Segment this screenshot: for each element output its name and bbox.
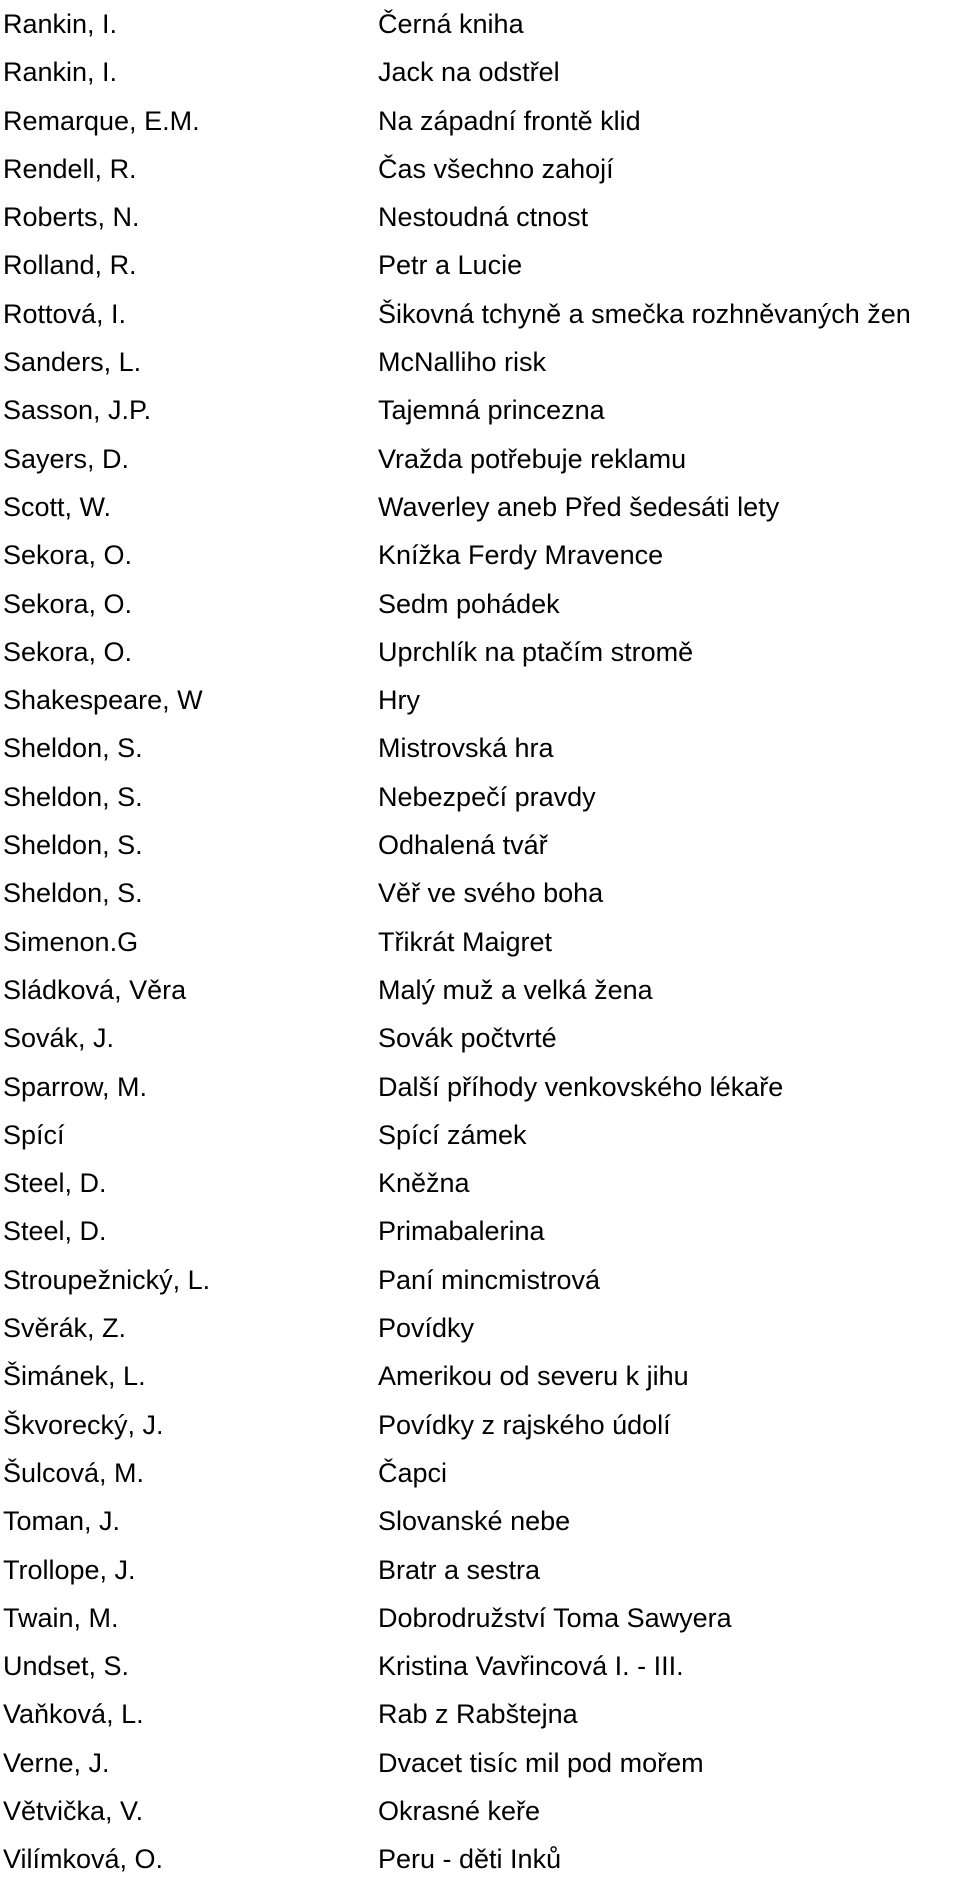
list-item	[0, 1451, 960, 1499]
book-title: Dobrodružství Toma Sawyera	[378, 1602, 732, 1633]
author-name: Škvorecký, J.	[3, 1409, 164, 1440]
book-title: Povídky	[378, 1313, 475, 1344]
book-title: Waverley aneb Před šedesáti lety	[378, 491, 780, 522]
author-name: Undset, S.	[3, 1651, 130, 1682]
author-name: Steel, D.	[3, 1168, 107, 1199]
author-name: Rankin, I.	[3, 9, 118, 39]
book-title: Petr a Lucie	[378, 250, 523, 281]
book-title: Malý muž a velká žena	[378, 974, 653, 1005]
list-item	[0, 630, 960, 678]
author-name: Sovák, J.	[3, 1023, 115, 1054]
list-item	[0, 99, 960, 147]
book-title: Čas všechno zahojí	[378, 153, 614, 184]
book-title: Mistrovská hra	[378, 733, 554, 764]
book-title: Dvacet tisíc mil pod mořem	[378, 1747, 704, 1778]
author-name: Sládková, Věra	[3, 974, 187, 1005]
book-title: Hry	[378, 685, 420, 716]
author-name: Sparrow, M.	[3, 1071, 148, 1102]
list-item	[0, 1548, 960, 1596]
book-title: Nestoudná ctnost	[378, 202, 589, 233]
list-item	[0, 678, 960, 726]
book-title: Další příhody venkovského lékaře	[378, 1071, 784, 1102]
list-item	[0, 1837, 960, 1885]
list-item	[0, 1789, 960, 1837]
author-name: Sheldon, S.	[3, 830, 143, 861]
book-title: McNalliho risk	[378, 347, 547, 378]
author-name: Scott, W.	[3, 491, 112, 522]
list-item	[0, 1209, 960, 1257]
list-item	[0, 968, 960, 1016]
author-name: Rolland, R.	[3, 250, 137, 281]
author-name: Spící	[3, 1119, 65, 1150]
list-item	[0, 50, 960, 98]
book-title: Spící zámek	[378, 1119, 527, 1150]
list-item	[0, 1065, 960, 1113]
list-item	[0, 1692, 960, 1740]
list-item	[0, 1016, 960, 1064]
list-item	[0, 340, 960, 388]
author-name: Verne, J.	[3, 1747, 110, 1778]
book-title: Sedm pohádek	[378, 588, 560, 619]
book-title: Na západní frontě klid	[378, 105, 641, 136]
author-name: Větvička, V.	[3, 1795, 144, 1826]
list-item	[0, 388, 960, 436]
book-title: Okrasné keře	[378, 1795, 541, 1826]
list-item	[0, 533, 960, 581]
author-name: Sheldon, S.	[3, 733, 143, 764]
book-title: Čapci	[378, 1457, 448, 1488]
author-name: Sekora, O.	[3, 636, 133, 667]
list-item	[0, 775, 960, 823]
list-item	[0, 582, 960, 630]
book-title: Knížka Ferdy Mravence	[378, 540, 664, 571]
author-name: Vilímková, O.	[3, 1844, 164, 1875]
book-title: Amerikou od severu k jihu	[378, 1361, 689, 1392]
list-item	[0, 1499, 960, 1547]
author-name: Trollope, J.	[3, 1554, 136, 1585]
book-title: Nebezpečí pravdy	[378, 781, 596, 812]
list-item	[0, 1354, 960, 1402]
author-name: Šimánek, L.	[3, 1361, 146, 1392]
book-title: Paní mincmistrová	[378, 1264, 601, 1295]
book-list	[0, 2, 960, 1886]
author-name: Sayers, D.	[3, 443, 130, 474]
author-name: Stroupežnický, L.	[3, 1264, 211, 1295]
author-name: Sasson, J.P.	[3, 395, 152, 426]
list-item	[0, 726, 960, 774]
list-item	[0, 1258, 960, 1306]
list-item	[0, 1596, 960, 1644]
book-title: Jack na odstřel	[378, 57, 560, 88]
book-title: Věř ve svého boha	[378, 878, 604, 909]
list-item	[0, 2, 960, 50]
author-name: Roberts, N.	[3, 202, 140, 233]
list-item	[0, 243, 960, 291]
book-title: Šikovná tchyně a smečka rozhněvaných žen	[378, 298, 911, 329]
book-title: Povídky z rajského údolí	[378, 1409, 671, 1440]
book-title: Černá kniha	[378, 9, 524, 39]
list-item	[0, 147, 960, 195]
author-name: Vaňková, L.	[3, 1699, 144, 1730]
book-title: Sovák počtvrté	[378, 1023, 557, 1054]
list-item	[0, 1306, 960, 1354]
list-item	[0, 1403, 960, 1451]
author-name: Rendell, R.	[3, 153, 137, 184]
author-name: Svěrák, Z.	[3, 1313, 127, 1344]
list-item	[0, 292, 960, 340]
author-name: Toman, J.	[3, 1506, 121, 1537]
book-title: Primabalerina	[378, 1216, 545, 1247]
author-name: Remarque, E.M.	[3, 105, 200, 136]
author-name: Simenon.G	[3, 926, 139, 957]
author-name: Rankin, I.	[3, 57, 118, 88]
book-title: Třikrát Maigret	[378, 926, 553, 957]
book-title: Kristina Vavřincová I. - III.	[378, 1651, 684, 1682]
author-name: Sekora, O.	[3, 540, 133, 571]
book-title: Odhalená tvář	[378, 830, 548, 861]
list-item	[0, 871, 960, 919]
book-title: Bratr a sestra	[378, 1554, 541, 1585]
author-name: Sekora, O.	[3, 588, 133, 619]
book-title: Uprchlík na ptačím stromě	[378, 636, 694, 667]
author-name: Rottová, I.	[3, 298, 127, 329]
list-item	[0, 1161, 960, 1209]
book-title: Rab z Rabštejna	[378, 1699, 578, 1730]
list-item	[0, 1113, 960, 1161]
book-title: Slovanské nebe	[378, 1506, 571, 1537]
author-name: Sheldon, S.	[3, 878, 143, 909]
author-name: Steel, D.	[3, 1216, 107, 1247]
list-item	[0, 1644, 960, 1692]
list-item	[0, 485, 960, 533]
list-item	[0, 1741, 960, 1789]
author-name: Šulcová, M.	[3, 1457, 145, 1488]
book-title: Vražda potřebuje reklamu	[378, 443, 687, 474]
list-item	[0, 195, 960, 243]
book-title: Peru - děti Inků	[378, 1844, 562, 1875]
list-item	[0, 920, 960, 968]
book-title: Kněžna	[378, 1168, 470, 1199]
list-item	[0, 823, 960, 871]
author-name: Sheldon, S.	[3, 781, 143, 812]
list-item	[0, 437, 960, 485]
author-name: Shakespeare, W	[3, 685, 203, 716]
author-name: Sanders, L.	[3, 347, 142, 378]
book-title: Tajemná princezna	[378, 395, 605, 426]
author-name: Twain, M.	[3, 1602, 119, 1633]
